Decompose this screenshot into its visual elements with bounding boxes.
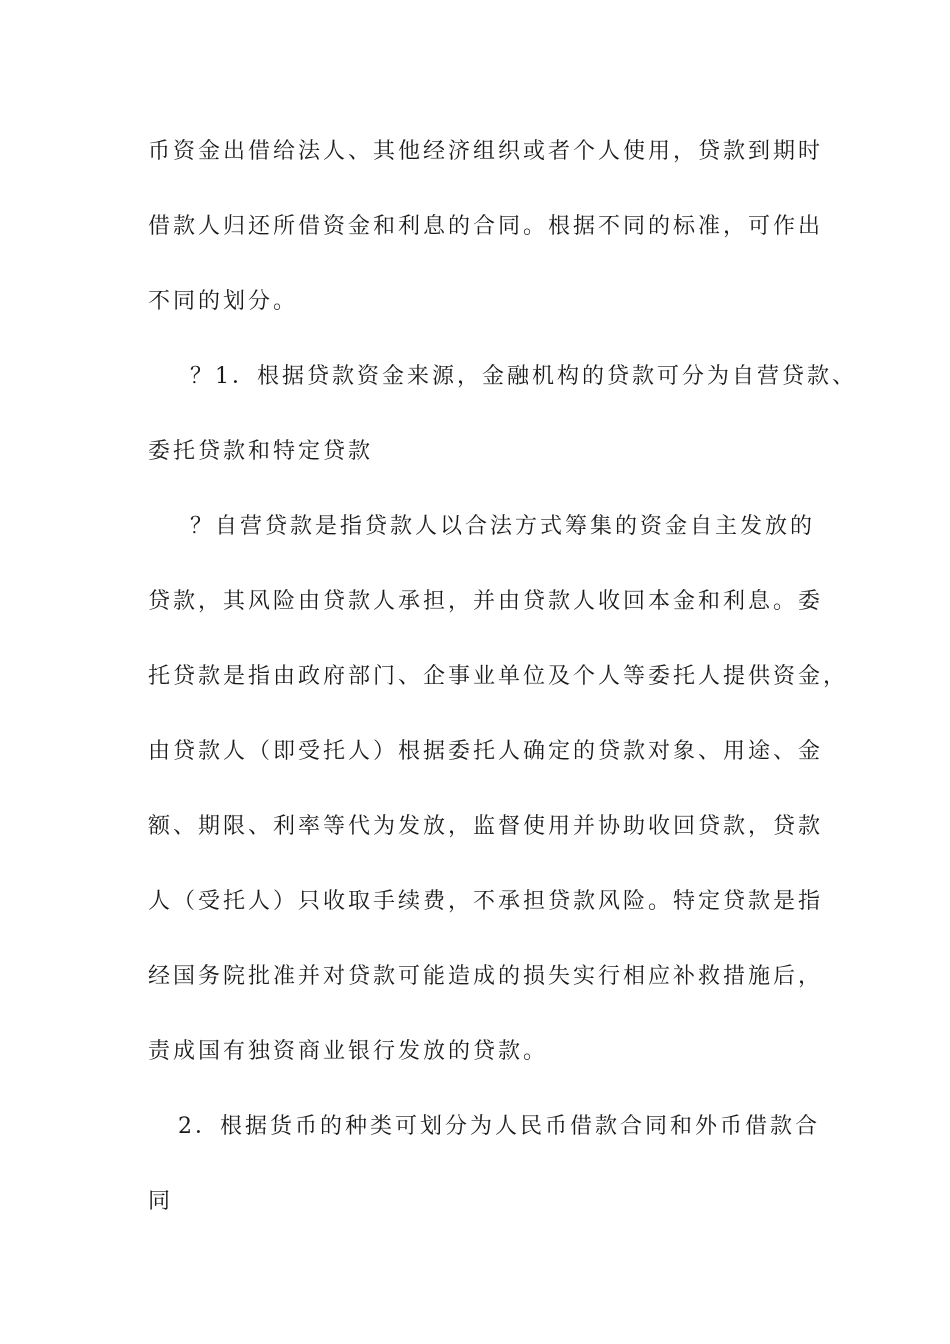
text-line: 责成国有独资商业银行发放的贷款。 (148, 1039, 549, 1064)
text-line: 委托贷款和特定贷款 (148, 439, 374, 464)
text-line: 经国务院批准并对贷款可能造成的损失实行相应补救措施后， (148, 964, 824, 989)
text-line: 人（受托人）只收取手续费，不承担贷款风险。特定贷款是指 (148, 889, 824, 914)
text-line: 同 (148, 1189, 174, 1214)
text-line: ？1．根据贷款资金来源，金融机构的贷款可分为自营贷款、 (190, 364, 857, 389)
text-line: 由贷款人（即受托人）根据委托人确定的贷款对象、用途、金 (148, 739, 824, 764)
text-line: 币资金出借给法人、其他经济组织或者个人使用，贷款到期时 (148, 139, 824, 164)
text-line: ？自营贷款是指贷款人以合法方式筹集的资金自主发放的 (190, 514, 816, 539)
text-line: 不同的划分。 (148, 289, 299, 314)
text-line: 2．根据货币的种类可划分为人民币借款合同和外币借款合 (178, 1114, 820, 1139)
text-line: 借款人归还所借资金和利息的合同。根据不同的标准，可作出 (148, 214, 824, 239)
text-line: 托贷款是指由政府部门、企事业单位及个人等委托人提供资金， (148, 664, 849, 689)
text-line: 额、期限、利率等代为发放，监督使用并协助收回贷款，贷款 (148, 814, 824, 839)
text-line: 贷款，其风险由贷款人承担，并由贷款人收回本金和利息。委 (148, 589, 824, 614)
